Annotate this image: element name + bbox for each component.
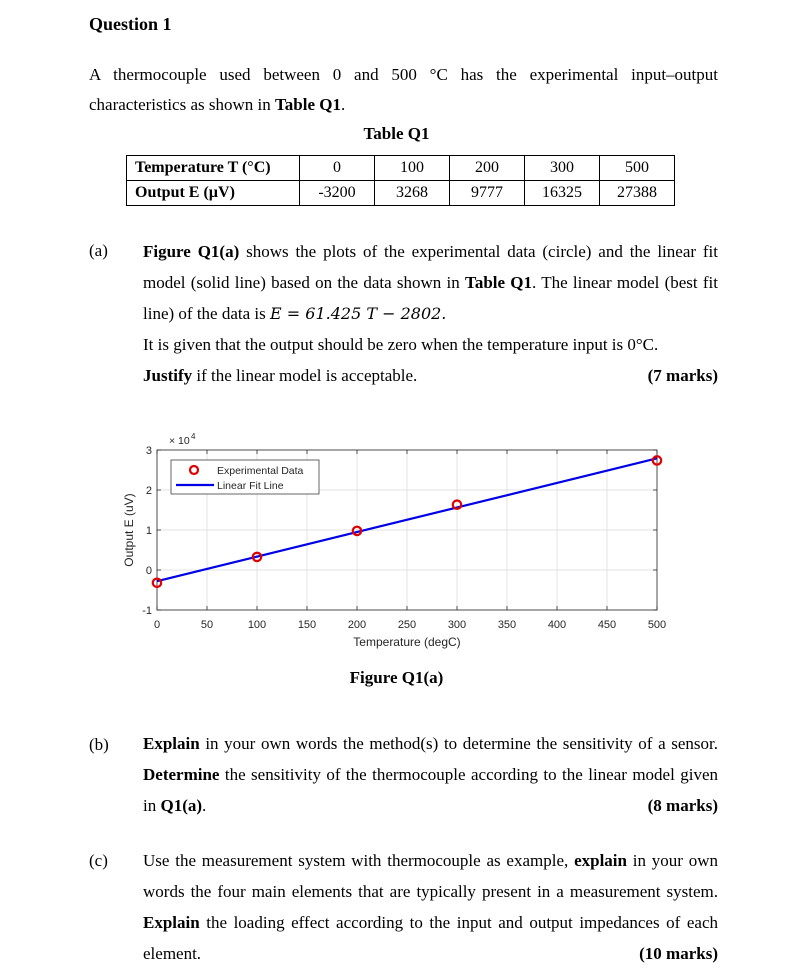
part-c-label: (c) (89, 851, 108, 870)
table-cell: 9777 (450, 181, 525, 206)
chart-svg (110, 425, 690, 665)
x-tick-label: 400 (547, 619, 567, 631)
table-cell: 500 (600, 156, 675, 181)
x-tick-label: 250 (397, 619, 417, 631)
y-tick-label: 3 (145, 445, 152, 457)
legend-label-fit: Linear Fit Line (217, 480, 284, 492)
table-cell: 300 (525, 156, 600, 181)
row-header-temperature: Temperature T (°C) (127, 156, 300, 181)
figure-reference: Figure Q1(a) (143, 242, 240, 261)
part-a-label: (a) (89, 241, 108, 260)
linear-model-equation: E = 61.425 T − 2802. (270, 304, 447, 323)
part-b-text: Explain in your own words the method(s) to determine the sensitivity of a sensor. Determine the sensitivity of the thermocouple according to the linear model given in Q1(a). (8 marks) (143, 728, 718, 821)
table-cell: 100 (375, 156, 450, 181)
table-caption: Table Q1 (363, 124, 430, 143)
row-header-output: Output E (µV) (127, 181, 300, 206)
x-tick-label: 50 (200, 619, 214, 631)
y-tick-label: 2 (145, 485, 152, 497)
x-tick-label: 200 (347, 619, 367, 631)
y-tick-label: 1 (145, 525, 152, 537)
x-tick-label: 0 (153, 619, 161, 631)
x-tick-label: 100 (247, 619, 267, 631)
figure-q1a-chart (110, 425, 690, 665)
y-tick-label: 0 (145, 565, 152, 577)
table-reference: Table Q1 (275, 95, 341, 114)
table-cell: 0 (300, 156, 375, 181)
legend-label-experimental: Experimental Data (217, 465, 304, 477)
y-axis-label: Output E (uV) (122, 493, 136, 567)
table-row-temperature (127, 156, 675, 181)
marks-b: (8 marks) (647, 796, 718, 815)
part-c-text: Use the measurement system with thermocouple as example, explain in your own words the four main elements that are typically present in a measurement system. Explain the loading effect according to the input and output impedances of each element. (10 marks) (143, 845, 718, 969)
part-a-text: Figure Q1(a) shows the plots of the experimental data (circle) and the linear fit model (solid line) based on the data shown in Table Q1. The linear model (best fit line) of the data is E = 61.425 T − 2802. It is given that the output should be zero when the temperature input is 0°C. Justify if the linear model is acceptable. (7 marks) (143, 236, 718, 391)
figure-caption: Figure Q1(a) (349, 668, 444, 687)
table-cell: 200 (450, 156, 525, 181)
marks-c: (10 marks) (639, 944, 718, 963)
intro-paragraph: A thermocouple used between 0 and 500 °C has the experimental input–output characteristics as shown in Table Q1. (89, 65, 718, 114)
q1a-reference: Q1(a) (160, 796, 203, 815)
x-tick-label: 350 (497, 619, 517, 631)
y-scale-exponent: 4 (191, 432, 196, 441)
table-cell: 27388 (600, 181, 675, 206)
y-tick-label: -1 (142, 605, 152, 617)
part-b-label: (b) (89, 735, 109, 754)
table-cell: -3200 (300, 181, 375, 206)
x-axis-label: Temperature (degC) (353, 635, 461, 649)
x-tick-label: 300 (447, 619, 467, 631)
y-scale-label: × 10 (169, 435, 190, 447)
table-cell: 3268 (375, 181, 450, 206)
marks-a: (7 marks) (647, 366, 718, 385)
question-title: Question 1 (89, 14, 172, 34)
data-table (126, 155, 675, 206)
justify-keyword: Justify (143, 366, 193, 385)
table-cell: 16325 (525, 181, 600, 206)
table-row-output (127, 181, 675, 206)
x-tick-label: 500 (647, 619, 667, 631)
x-tick-label: 450 (597, 619, 617, 631)
table-reference: Table Q1 (465, 273, 533, 292)
x-tick-label: 150 (297, 619, 317, 631)
